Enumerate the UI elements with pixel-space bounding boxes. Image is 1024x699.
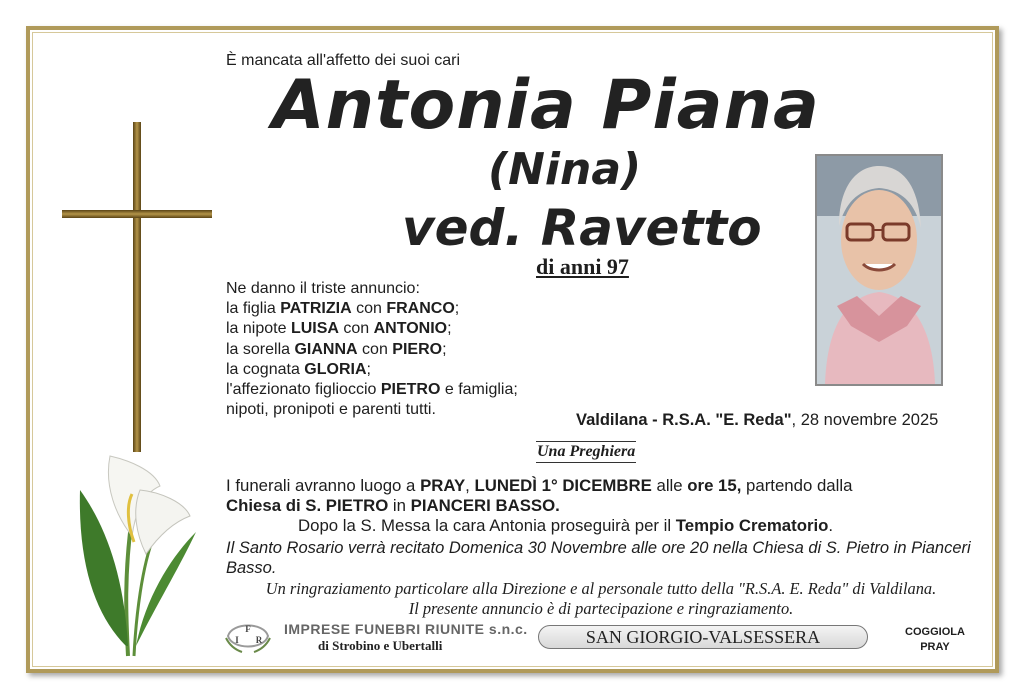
funeral-church: Chiesa di S. PIETRO in PIANCERI BASSO.: [226, 496, 560, 515]
funeral-line: I funerali avranno luogo a PRAY, LUNEDÌ 1° DICEMBRE alle ore 15, partendo dalla: [226, 476, 853, 495]
prayer-label: Una Preghiera: [536, 441, 636, 463]
svg-text:I: I: [235, 635, 239, 645]
company-owners: di Strobino e Ubertalli: [318, 638, 443, 653]
announcement-lead: Ne danno il triste annuncio:: [226, 280, 420, 297]
thanks-line: Un ringraziamento particolare alla Direzione e al personale tutto della "R.S.A. E. Reda" di Valdilana.: [265, 579, 937, 598]
deceased-name: Antonia Piana: [272, 66, 820, 145]
portrait-photo: [815, 154, 943, 386]
announcement-line: la figlia PATRIZIA con FRANCO;: [226, 300, 460, 318]
disclaimer-line: Il presente annuncio è di partecipazione e ringraziamento.: [408, 599, 794, 618]
cross-icon: [58, 118, 218, 458]
calla-lily-icon: [76, 446, 200, 658]
announcement-line: la sorella GIANNA con PIERO;: [226, 340, 447, 358]
announcement-closing: nipoti, pronipoti e parenti tutti.: [226, 401, 436, 419]
company-name: IMPRESE FUNEBRI RIUNITE s.n.c.: [284, 621, 528, 637]
date-text: , 28 novembre 2025: [791, 411, 939, 429]
announcement-block: [226, 279, 518, 420]
town-label: [900, 625, 970, 655]
mass-line: Dopo la S. Messa la cara Antonia proseguirà per il Tempio Crematorio.: [298, 516, 834, 535]
announcement-line: la cognata GLORIA;: [226, 360, 371, 378]
intro-text: È mancata all'affetto dei suoi cari: [226, 52, 460, 69]
announcement-line: l'affezionato figlioccio PIETRO e famiglia;: [226, 381, 518, 399]
place-name: Valdilana - R.S.A. "E. Reda": [576, 411, 792, 429]
svg-text:F: F: [245, 624, 251, 634]
widow-of: ved. Ravetto: [402, 199, 762, 257]
place-date: [576, 411, 938, 430]
town-line-2: PRAY: [920, 641, 950, 653]
announcement-line: la nipote LUISA con ANTONIO;: [226, 320, 452, 338]
svg-text:R: R: [255, 635, 263, 645]
portrait-image: [817, 156, 941, 384]
ifr-logo-icon: [224, 616, 272, 656]
branch-badge: SAN GIORGIO-VALSESSERA: [538, 625, 868, 649]
town-line-1: COGGIOLA: [905, 626, 965, 638]
deceased-nickname: (Nina): [488, 144, 642, 195]
age-label: di anni 97: [536, 254, 629, 279]
rosary-line: Il Santo Rosario verrà recitato Domenica 30 Novembre alle ore 20 nella Chiesa di S. Pietro in Pianceri Basso.: [226, 539, 971, 577]
